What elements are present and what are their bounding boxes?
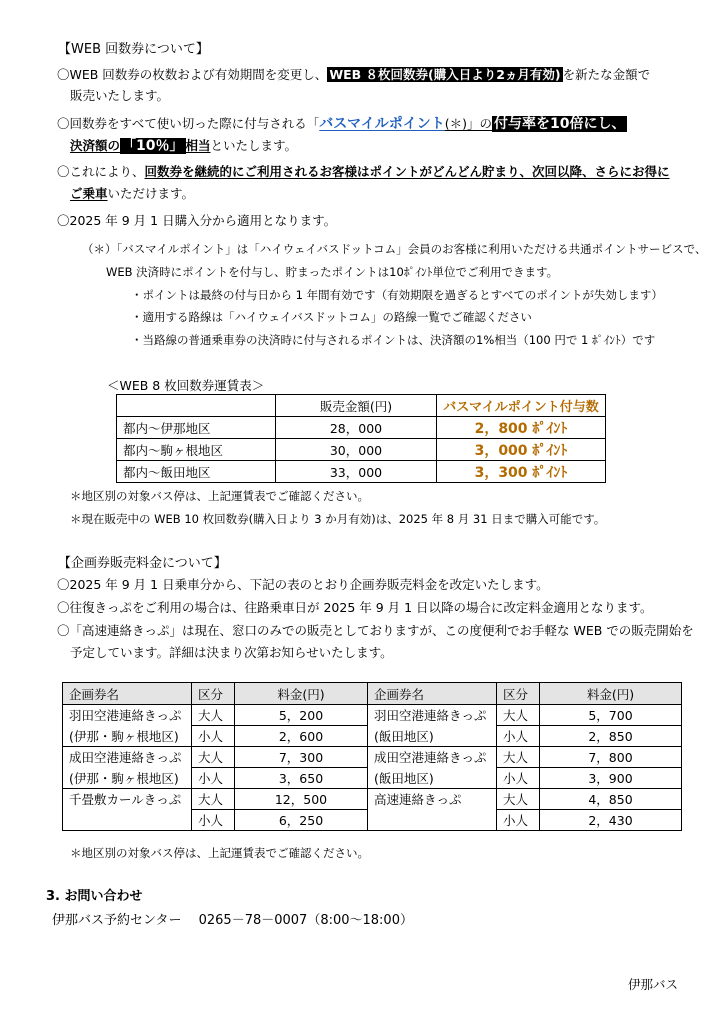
web-line-1-tail: を新たな金額で [562,67,651,82]
category-cell: 大人 [497,705,540,726]
category-cell: 大人 [192,705,235,726]
price-cell: 3，900 [540,768,682,789]
bus-mile-point-link[interactable]: バスマイルポイント [319,116,445,132]
web-line-2-text: 〇回数券をすべて使い切った際に付与される「 [57,116,320,131]
web-10pct-highlight: 「10％」 [122,138,184,154]
table-row [117,417,606,439]
table-row [117,461,606,483]
note-4: ・適用する路線は「ハイウェイバスドットコム」の路線一覧でご確認ください [131,310,532,324]
table-row [63,810,682,831]
kikaku-fare-table [62,682,682,831]
web-line-3-emphasis: 回数券を継続的にご利用されるお客様はポイントがどんどん貯まり、次回以降、さらにお得に [144,164,670,179]
table-row [63,747,682,768]
web-line-1-cont: 販売いたします。 [70,88,170,103]
table-row [63,789,682,810]
table-header: 販売金額(円) [276,395,437,417]
kikaku-footnote: ＊地区別の対象バス停は、上記運賃表でご確認ください。 [70,846,369,860]
price-cell: 7，800 [540,747,682,768]
route-cell: 都内～飯田地区 [117,461,276,483]
price-cell: 7，300 [235,747,368,768]
web-line-3-ride: ご乗車 [70,186,108,201]
points-cell: 2，800 ﾎﾟｲﾝﾄ [437,417,606,439]
table-header: 料金(円) [235,683,368,705]
kikaku-line-4: 予定しています。詳細は決まり次第お知らせいたします。 [70,645,393,660]
route-cell: 都内～伊那地区 [117,417,276,439]
web-fare-table [116,394,606,483]
web-line-1 [57,65,650,83]
note-1: （＊）「バスマイルポイント」は「ハイウェイバスドットコム」会員のお客様に利用いただける共通ポイントサービスで、 [82,242,707,256]
price-cell: 2，600 [235,726,368,747]
ticket-name: 成田空港連絡きっぷ [63,747,192,768]
ticket-name: 羽田空港連絡きっぷ [368,705,497,726]
web-line-2-equiv: 相当 [185,138,211,153]
category-cell: 小人 [497,768,540,789]
category-cell: 小人 [192,768,235,789]
ticket-name-sub [368,810,497,831]
web-section-title: 【WEB 回数券について】 [58,42,209,57]
web-line-2-end: といたします。 [210,138,298,153]
web-line-3-cont [70,184,194,202]
kikaku-line-2: 〇往復きっぷをご利用の場合は、往路乗車日が 2025 年 9 月 1 日以降の場合に改定料金適用となります。 [57,600,653,615]
category-cell: 小人 [497,810,540,831]
table-header: 企画券名 [63,683,192,705]
price-cell: 5，200 [235,705,368,726]
table-row [117,439,606,461]
table-row [63,726,682,747]
kikaku-section-title: 【企画券販売料金について】 [58,556,227,571]
web-rate-highlight: 付与率を10倍にし、 [493,116,626,132]
points-cell: 3，000 ﾎﾟｲﾝﾄ [437,439,606,461]
ticket-name-sub: (伊那・駒ヶ根地区) [63,726,192,747]
web-line-4: 〇2025 年 9 月 1 日購入分から適用となります。 [57,213,337,228]
table-header-row [63,683,682,705]
ticket-name-sub [63,810,192,831]
price-cell: 4，850 [540,789,682,810]
web-line-1-text: 〇WEB 回数券の枚数および有効期間を変更し、 [57,67,328,82]
kikaku-line-1: 〇2025 年 9 月 1 日乗車分から、下記の表のとおり企画券販売料金を改定いたします。 [57,577,549,592]
price-cell: 12，500 [235,789,368,810]
category-cell: 大人 [192,747,235,768]
web-line-2-cont [70,135,297,155]
ticket-name: 千畳敷カールきっぷ [63,789,192,810]
category-cell: 小人 [497,726,540,747]
table-header: バスマイルポイント付与数 [437,395,606,417]
note-5: ・当路線の普通乗車券の決済時に付与されるポイントは、決済額の1%相当（100 円で 1 ﾎﾟｲﾝﾄ）です [131,333,656,347]
ticket-name-sub: (飯田地区) [368,768,497,789]
table-header: 企画券名 [368,683,497,705]
table-row [63,768,682,789]
price-cell: 2，850 [540,726,682,747]
price-cell: 28，000 [276,417,437,439]
category-cell: 大人 [497,789,540,810]
web-footnote-2: ＊現在販売中の WEB 10 枚回数券(購入日より 3 か月有効)は、2025 年 8 月 31 日まで購入可能です。 [70,512,606,526]
category-cell: 小人 [192,726,235,747]
note-3: ・ポイントは最終の付与日から 1 年間有効です（有効期限を過ぎるとすべてのポイントが失効します） [131,288,663,302]
category-cell: 大人 [192,789,235,810]
points-cell: 3，300 ﾎﾟｲﾝﾄ [437,461,606,483]
price-cell: 6，250 [235,810,368,831]
table-header: 区分 [192,683,235,705]
web-line-3 [57,162,670,180]
web-footnote-1: ＊地区別の対象バス停は、上記運賃表でご確認ください。 [70,489,369,503]
table-header-row [117,395,606,417]
price-cell: 30，000 [276,439,437,461]
web-line-2 [57,113,627,133]
table-row [63,705,682,726]
ticket-name: 成田空港連絡きっぷ [368,747,497,768]
table-header: 料金(円) [540,683,682,705]
company-name: 伊那バス [628,977,679,992]
web-8-ticket-highlight: WEB ８枚回数券(購入日より2ヵ月有効) [329,67,561,82]
fare-table-caption: ＜WEB 8 枚回数券運賃表＞ [107,378,265,393]
price-cell: 2，430 [540,810,682,831]
category-cell: 小人 [192,810,235,831]
ticket-name: 高速連絡きっぷ [368,789,497,810]
ticket-name: 羽田空港連絡きっぷ [63,705,192,726]
web-line-2-settle: 決済額の [70,138,121,153]
category-cell: 大人 [497,747,540,768]
web-line-3-text: 〇これにより、 [57,164,145,179]
price-cell: 3，650 [235,768,368,789]
price-cell: 5，700 [540,705,682,726]
contact-title: 3. お問い合わせ [46,889,143,904]
contact-line: 伊那バス予約センター 0265－78－0007（8:00～18:00） [52,913,413,928]
web-line-2-mark: (＊)」の [444,116,492,131]
price-cell: 33，000 [276,461,437,483]
note-2: WEB 決済時にポイントを付与し、貯まったポイントは10ﾎﾟｲﾝﾄ単位でご利用できます。 [106,265,559,279]
table-header: 区分 [497,683,540,705]
web-line-3-end: いただけます。 [107,186,195,201]
ticket-name-sub: (飯田地区) [368,726,497,747]
kikaku-line-3: 〇「高速連絡きっぷ」は現在、窓口のみでの販売としておりますが、この度便利でお手軽な WEB での販売開始を [57,623,694,638]
ticket-name-sub: (伊那・駒ヶ根地区) [63,768,192,789]
route-cell: 都内～駒ヶ根地区 [117,439,276,461]
table-header [117,395,276,417]
